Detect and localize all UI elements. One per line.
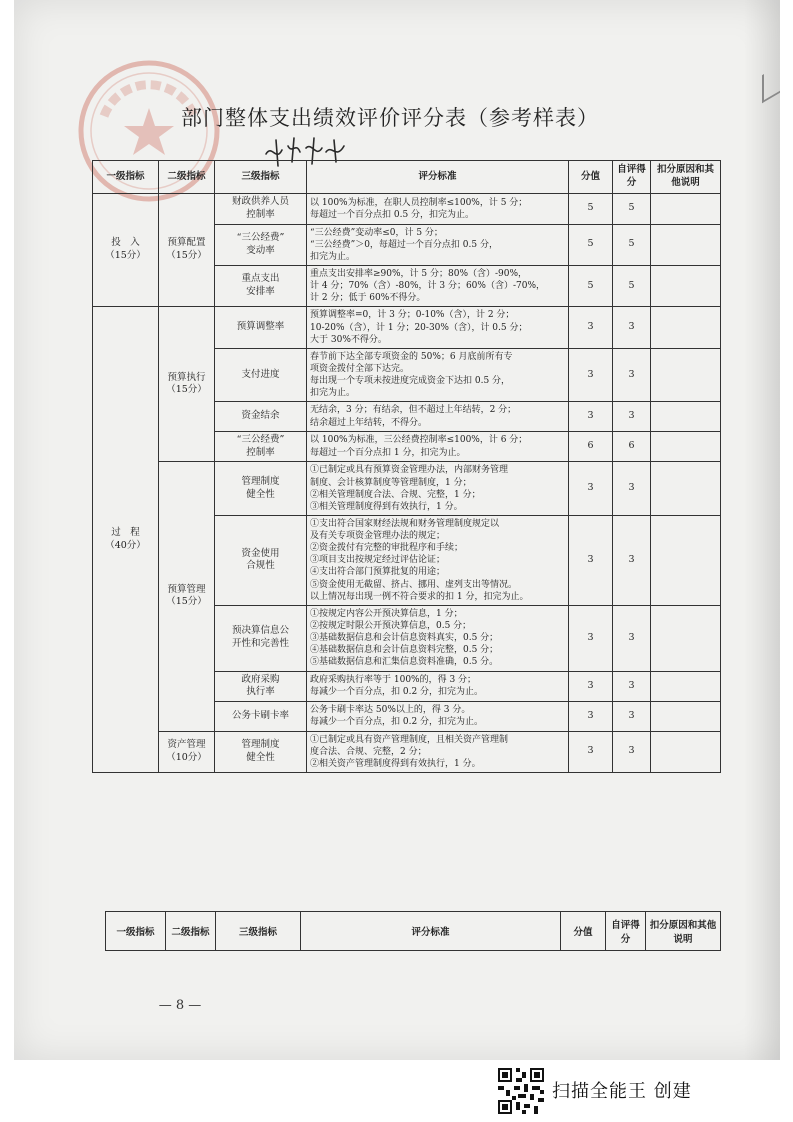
- header-level3: 三级指标: [215, 161, 307, 194]
- table-row: [93, 194, 721, 225]
- header-score: 分值: [561, 912, 606, 951]
- criteria-line: 10-20%（含），计 1 分；20-30%（含），计 0.5 分；: [310, 322, 528, 333]
- criteria-line: “三公经费”＞0，每超过一个百分点扣 0.5 分，: [310, 239, 498, 250]
- score-value: 3: [569, 307, 613, 348]
- self-score-value: 5: [613, 224, 651, 265]
- scoring-criteria: [307, 266, 569, 307]
- criteria-line: “三公经费”变动率≤0，计 5 分；: [310, 227, 443, 238]
- deduction-note: [651, 348, 721, 402]
- criteria-line: 以 100%为标准，三公经费控制率≤100%，计 6 分；: [310, 435, 528, 446]
- level2-indicator: 预算执行 （15分）: [159, 307, 215, 462]
- score-value: 6: [569, 431, 613, 462]
- scoring-criteria: [307, 348, 569, 402]
- criteria-line: 公务卡刷卡率达 50%以上的，得 3 分。: [310, 705, 471, 716]
- scanner-brand-text: 扫描全能王 创建: [552, 1081, 692, 1102]
- level3-indicator: 管理制度 健全性: [215, 462, 307, 516]
- criteria-line: ①按规定内容公开预决算信息，1 分；: [310, 608, 463, 619]
- table-row: [93, 462, 721, 516]
- criteria-line: 结余超过上年结转，不得分。: [310, 417, 428, 428]
- header-level1: 一级指标: [106, 912, 166, 951]
- self-score-value: 3: [613, 702, 651, 731]
- scoring-criteria: [307, 462, 569, 516]
- header-criteria: 评分标准: [307, 161, 569, 194]
- level2-indicator: 预算配置 （15分）: [159, 194, 215, 307]
- criteria-line: 计 2 分；低于 60%不得分。: [310, 293, 426, 304]
- deduction-note: [651, 224, 721, 265]
- criteria-line: 扣完为止。: [310, 388, 356, 399]
- score-table-repeat-header: [105, 911, 721, 951]
- criteria-line: ⑤基础数据信息和汇集信息资料准确，0.5 分。: [310, 657, 499, 668]
- criteria-line: 制度、会计核算制度等管理制度，1 分；: [310, 477, 472, 488]
- scanner-watermark: [496, 1060, 793, 1122]
- criteria-line: ③相关管理制度得到有效执行，1 分。: [310, 501, 463, 512]
- deduction-note: [651, 605, 721, 671]
- criteria-line: 以上情况每出现一例不符合要求的扣 1 分，扣完为止。: [310, 591, 529, 602]
- header-self-score: 自评得分: [606, 912, 646, 951]
- table-header-row: [93, 161, 721, 194]
- criteria-line: 及有关专项资金管理办法的规定；: [310, 531, 446, 542]
- deduction-note: [651, 515, 721, 605]
- scoring-criteria: [307, 431, 569, 462]
- level1-indicator: 投 入 （15分）: [93, 194, 159, 307]
- self-score-value: 6: [613, 431, 651, 462]
- score-value: 5: [569, 224, 613, 265]
- criteria-line: ②按规定时限公开预决算信息，0.5 分；: [310, 621, 472, 632]
- score-value: 3: [569, 348, 613, 402]
- criteria-line: ④支出符合部门预算批复的用途；: [310, 567, 446, 578]
- level3-indicator: 支付进度: [215, 348, 307, 402]
- score-value: 3: [569, 402, 613, 431]
- deduction-note: [651, 702, 721, 731]
- self-score-value: 5: [613, 194, 651, 225]
- criteria-line: ②资金拨付有完整的审批程序和手续；: [310, 543, 464, 554]
- criteria-line: 大于 30%不得分。: [310, 334, 387, 345]
- score-value: 3: [569, 605, 613, 671]
- level2-indicator: 资产管理 （10分）: [159, 731, 215, 772]
- level3-indicator: 公务卡刷卡率: [215, 702, 307, 731]
- criteria-line: ②相关资产管理制度得到有效执行，1 分。: [310, 758, 481, 769]
- table-header-row: [106, 912, 721, 951]
- deduction-note: [651, 431, 721, 462]
- page-edge-shadow: [744, 0, 780, 1060]
- level3-indicator: 预算调整率: [215, 307, 307, 348]
- score-value: 3: [569, 731, 613, 772]
- deduction-note: [651, 307, 721, 348]
- self-score-value: 3: [613, 402, 651, 431]
- criteria-line: 度合法、合规、完整，2 分；: [310, 746, 427, 757]
- criteria-line: ①已制定或具有资产管理制度，且相关资产管理制: [310, 734, 509, 745]
- criteria-line: 政府采购执行率等于 100%的，得 3 分；: [310, 675, 477, 686]
- level3-indicator: 资金使用 合规性: [215, 515, 307, 605]
- criteria-line: 每超过一个百分点扣 1 分，扣完为止。: [310, 447, 466, 458]
- criteria-line: 每减少一个百分点，扣 0.2 分，扣完为止。: [310, 717, 484, 728]
- header-note: 扣分原因和其他说明: [646, 912, 721, 951]
- self-score-value: 3: [613, 307, 651, 348]
- self-score-value: 3: [613, 462, 651, 516]
- self-score-value: 3: [613, 605, 651, 671]
- level3-indicator: 预决算信息公 开性和完善性: [215, 605, 307, 671]
- level2-indicator: 预算管理 （15分）: [159, 462, 215, 731]
- deduction-note: [651, 266, 721, 307]
- scoring-criteria: [307, 605, 569, 671]
- deduction-note: [651, 731, 721, 772]
- score-value: 3: [569, 462, 613, 516]
- level3-indicator: 重点支出 安排率: [215, 266, 307, 307]
- criteria-line: 预算调整率=0，计 3 分；0-10%（含），计 2 分；: [310, 310, 515, 321]
- criteria-line: 每超过一个百分点扣 0.5 分，扣完为止。: [310, 209, 475, 220]
- scoring-criteria: [307, 402, 569, 431]
- score-value: 3: [569, 671, 613, 702]
- criteria-line: 每减少一个百分点，扣 0.2 分，扣完为止。: [310, 687, 484, 698]
- scoring-criteria: [307, 515, 569, 605]
- score-value: 3: [569, 702, 613, 731]
- header-criteria: 评分标准: [301, 912, 561, 951]
- scoring-criteria: [307, 224, 569, 265]
- header-self-score: 自评得分: [613, 161, 651, 194]
- criteria-line: ①支出符合国家财经法规和财务管理制度规定以: [310, 518, 500, 529]
- header-level1: 一级指标: [93, 161, 159, 194]
- scoring-criteria: [307, 702, 569, 731]
- deduction-note: [651, 462, 721, 516]
- self-score-value: 3: [613, 348, 651, 402]
- scoring-criteria: [307, 671, 569, 702]
- table-row: [93, 731, 721, 772]
- criteria-line: 每出现一个专项未按进度完成资金下达扣 0.5 分，: [310, 376, 511, 387]
- criteria-line: ③基础数据信息和会计信息资料真实，0.5 分；: [310, 633, 499, 644]
- criteria-line: 重点支出安排率≥90%，计 5 分；80%（含）-90%，: [310, 269, 528, 280]
- criteria-line: 项资金拨付全部下达完。: [310, 364, 410, 375]
- page-number: — 8 —: [158, 998, 202, 1013]
- score-value: 5: [569, 194, 613, 225]
- deduction-note: [651, 194, 721, 225]
- level3-indicator: “三公经费” 控制率: [215, 431, 307, 462]
- self-score-value: 5: [613, 266, 651, 307]
- header-level2: 二级指标: [166, 912, 216, 951]
- level3-indicator: 政府采购 执行率: [215, 671, 307, 702]
- self-score-value: 3: [613, 671, 651, 702]
- criteria-line: 扣完为止。: [310, 251, 356, 262]
- criteria-line: 无结余，3 分；有结余，但不超过上年结转，2 分；: [310, 405, 517, 416]
- table-row: [93, 307, 721, 348]
- header-level2: 二级指标: [159, 161, 215, 194]
- level3-indicator: “三公经费” 变动率: [215, 224, 307, 265]
- criteria-line: ①已制定或具有预算资金管理办法，内部财务管理: [310, 465, 509, 476]
- header-note: 扣分原因和其他说明: [651, 161, 721, 194]
- level3-indicator: 管理制度 健全性: [215, 731, 307, 772]
- level3-indicator: 财政供养人员 控制率: [215, 194, 307, 225]
- score-table: [92, 160, 721, 773]
- criteria-line: ④基础数据信息和会计信息资料完整，0.5 分；: [310, 645, 499, 656]
- scoring-criteria: [307, 731, 569, 772]
- score-value: 5: [569, 266, 613, 307]
- scoring-criteria: [307, 194, 569, 225]
- header-level3: 三级指标: [216, 912, 301, 951]
- criteria-line: ③项目支出按规定经过评估论证；: [310, 555, 446, 566]
- self-score-value: 3: [613, 731, 651, 772]
- criteria-line: ②相关管理制度合法、合规、完整，1 分；: [310, 489, 481, 500]
- page-title: 部门整体支出绩效评价评分表（参考样表）: [181, 106, 599, 130]
- criteria-line: 计 4 分；70%（含）-80%，计 3 分；60%（含）-70%，: [310, 281, 545, 292]
- qr-code-icon: [496, 1066, 546, 1116]
- deduction-note: [651, 402, 721, 431]
- score-value: 3: [569, 515, 613, 605]
- scoring-criteria: [307, 307, 569, 348]
- criteria-line: 春节前下达全部专项资金的 50%；6 月底前所有专: [310, 351, 513, 362]
- header-score: 分值: [569, 161, 613, 194]
- deduction-note: [651, 671, 721, 702]
- criteria-line: 以 100%为标准，在职人员控制率≤100%，计 5 分；: [310, 197, 528, 208]
- criteria-line: ⑤资金使用无截留、挤占、挪用、虚列支出等情况。: [310, 579, 518, 590]
- self-score-value: 3: [613, 515, 651, 605]
- level1-indicator: 过 程 （40分）: [93, 307, 159, 772]
- level3-indicator: 资金结余: [215, 402, 307, 431]
